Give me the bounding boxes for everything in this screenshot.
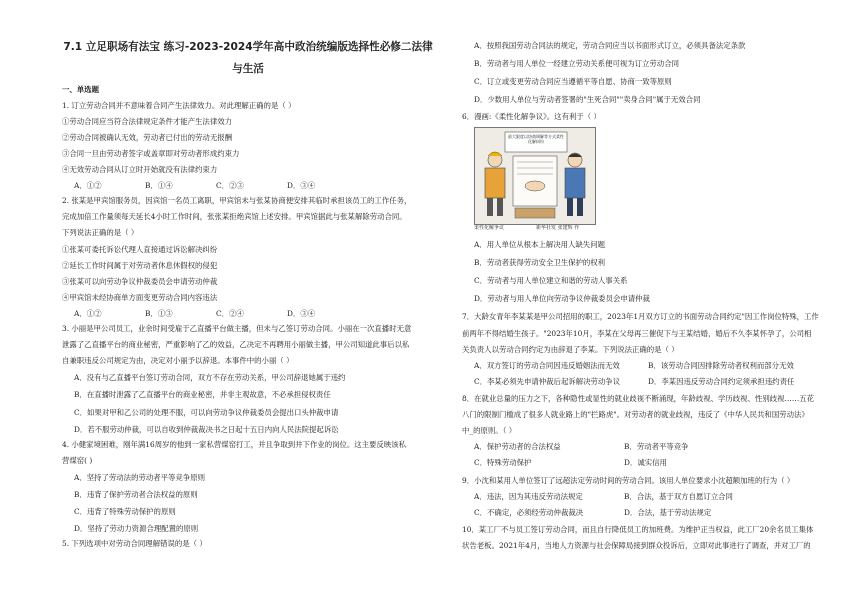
answer-choices: [462, 376, 822, 387]
choice-d: D．合法，基于劳动法规定: [624, 507, 712, 517]
choice-a: A．①②: [74, 308, 102, 318]
statement: ①劳动合同应当符合法律规定条件才能产生法律效力: [62, 116, 232, 126]
choice-c: C．②④: [216, 308, 244, 318]
question-5: [62, 538, 434, 549]
question-stem-line: 中_的原则。（ ）: [462, 426, 517, 436]
choice-a: A．①②: [74, 181, 102, 191]
option-d: D．坚持了劳动力资源合理配置的原则: [74, 524, 199, 534]
question-stem-line: 自兼职违反公司规定为由，决定对小丽予以辞退。本事件中的小丽（ ）: [62, 356, 294, 366]
cartoon-image: [474, 127, 596, 225]
question-9: [462, 475, 822, 518]
choice-c: C．特殊劳动保护: [474, 458, 532, 468]
option-c: C．如果对甲和乙公司的处理不服，可以向劳动争议仲裁委员会提出口头仲裁申请: [74, 407, 339, 417]
statement: ②劳动合同被确认无效，劳动者已付出的劳动无报酬: [62, 132, 232, 142]
question-stem-line: 8．在就业总量的压力之下，各种隐性或显性的就业歧视不断涌现，年龄歧视、学历歧视、性别歧视……五花: [462, 394, 815, 404]
option-c: C．劳动者与用人单位建立和谐的劳动人事关系: [474, 276, 628, 286]
question-stem-line: 下列说法正确的是（ ）: [62, 228, 139, 238]
statement: ④无效劳动合同从订立时开始就没有法律约束力: [62, 164, 218, 174]
option-d: D．少数用人单位与劳动者签署的"生死合同""卖身合同"属于无效合同: [474, 95, 701, 105]
question-stem-line: 关负责人以劳动合同约定为由辞退了李某。下列说法正确的是（ ）: [462, 344, 679, 354]
answer-choices: [62, 308, 434, 319]
option-b: B．劳动者获得劳动安全卫生保护的权利: [474, 258, 606, 268]
statement: ③张某可以向劳动争议仲裁委员会申请劳动仲裁: [62, 276, 218, 286]
choice-d: D．③④: [287, 181, 316, 191]
question-stem: 1. 订立劳动合同并不意味着合同产生法律效力。对此理解正确的是（ ）: [62, 100, 296, 110]
question-stem-line: 完成加倍工作量须每天延长4小时工作时间，张张某拒绝宾馆上述安排。甲宾馆据此与张某解除劳动合同。: [62, 212, 407, 222]
statement: ④甲宾馆未经协商单方面变更劳动合同内容违法: [62, 292, 218, 302]
caption-title: 柔性化解争议: [474, 224, 505, 231]
choice-b: B．①④: [145, 181, 173, 191]
answer-choices: [462, 441, 822, 452]
option-b: B．在直播时泄露了乙直播平台的商业秘密，并非主观故意，不必承担侵权责任: [74, 390, 331, 400]
section-heading: 一、单选题: [62, 85, 99, 95]
option-a: A．按照我国劳动合同法的规定，劳动合同应当以书面形式订立，必须具备法定条款: [474, 41, 746, 50]
answer-choices: [462, 491, 822, 502]
choice-a: A．保护劳动者的合法权益: [474, 442, 561, 452]
choice-d: D．③④: [287, 308, 316, 318]
question-stem-line: 营煤窑( ): [62, 455, 93, 465]
choice-c: C．李某必须先申请仲裁后起诉解决劳动争议: [474, 376, 621, 386]
choice-a: A．双方签订的劳动合同因违反婚姻法而无效: [474, 360, 620, 370]
question-stem-line: 2. 张某是甲宾馆服务员，因宾馆一名员工离职，甲宾馆未与张某协商便安排其临时承担该员工的工作任务，: [62, 196, 412, 206]
choice-b: B．劳动者平等竞争: [624, 442, 689, 452]
choice-b: B．①③: [145, 308, 173, 318]
question-10: [462, 524, 822, 551]
caption-credit: 新华社发 张建辉 作: [536, 224, 580, 231]
answer-choices: [462, 360, 822, 371]
statement: ①张某可委托诉讼代理人直接通过诉讼解决纠纷: [62, 244, 218, 254]
choice-a: A．违法，因为其违反劳动法规定: [474, 491, 583, 501]
question-stem: 6．漫画:《柔性化解争议》。这有利于（ ）: [462, 112, 601, 122]
option-c: C．订立或变更劳动合同应当遵循平等自愿、协商一致等原则: [474, 77, 672, 87]
question-stem-line: 泄露了乙直播平台的商业秘密，严重影响了乙的效益，乙决定不再聘用小丽做主播，甲公司知道此事后以私: [62, 340, 410, 350]
option-d: D．若不服劳动仲裁，可以自收到仲裁裁决书之日起十五日内向人民法院提起诉讼: [74, 424, 339, 434]
question-2: [62, 195, 434, 319]
question-4: [62, 439, 434, 535]
document-title: 7.1 立足职场有法宝 练习-2023-2024学年高中政治统编版选择性必修二法律与生活: [63, 41, 433, 75]
question-stem-line: 八门的限制门槛成了很多人就业路上的"拦路虎"。对劳动者的就业歧视，违反了《中华人民共和国劳动法》: [462, 410, 809, 420]
option-d: D．劳动者与用人单位向劳动争议仲裁委员会申请仲裁: [474, 294, 650, 304]
statement: ③合同一旦由劳动者签字或盖章即对劳动者形成约束力: [62, 148, 240, 158]
choice-d: D．李某因违反劳动合同约定须承担违约责任: [648, 376, 795, 386]
question-stem-line: 前两年不得结婚生孩子。"2023年10月，李某在父母再三催促下与王某结婚，婚后不久李某怀孕了，公司相: [462, 328, 812, 338]
answer-choices: [462, 457, 822, 468]
question-stem-line: 4. 小健家境困难，刚年满16周岁的他到一家私营煤窑打工，并且争取到井下作业的岗位。这主要反映该私: [62, 439, 406, 449]
question-stem: 9．小沈和某用人单位签订了远超法定劳动时间的劳动合同。该用人单位要求小沈超额加班的行为（ ）: [462, 475, 795, 485]
choice-b: B．合法，基于双方自愿订立合同: [624, 491, 733, 501]
question-stem-line: 3. 小丽是甲公司员工，业余时间受雇于乙直播平台做主播，但未与乙签订劳动合同。小丽在一次直播时无意: [62, 324, 412, 334]
question-8: [462, 393, 822, 469]
question-7: [462, 311, 822, 387]
option-a: A．没有与乙直播平台签订劳动合同，双方不存在劳动关系，甲公司辞退她属于违约: [74, 373, 346, 383]
choice-c: C．不确定，必须经劳动仲裁裁决: [474, 507, 584, 517]
question-stem: 5. 下列选项中对劳动合同理解错误的是（ ）: [62, 539, 207, 549]
choice-b: B．该劳动合同因排除劳动者权利而部分无效: [648, 360, 794, 370]
question-1: [62, 100, 434, 192]
choice-d: D．诚实信用: [624, 458, 667, 468]
question-3: [62, 323, 434, 435]
option-a: A．用人单位从根本上解决用人缺失问题: [474, 240, 605, 250]
option-a: A．坚持了劳动法的劳动者平等竞争原则: [74, 473, 205, 483]
answer-choices: [62, 180, 434, 191]
option-b: B．违背了保护劳动者合法权益的原则: [74, 490, 198, 500]
question-stem-line: 10．某工厂不与员工签订劳动合同，而且自行降低员工的加班费。为维护正当权益，此工厂20余名员工集体: [462, 524, 814, 534]
question-6: [462, 111, 822, 304]
question-stem-line: 状告老板。2021年4月，当地人力资源与社会保障局接到群众投诉后，立即对此事进行了调查，并对工厂的: [462, 541, 811, 551]
choice-c: C．②③: [216, 181, 244, 191]
cartoon-text: 最大限度以协商调解等方式柔性化解纠纷: [508, 133, 564, 144]
answer-choices: [462, 507, 822, 518]
right-column: [462, 40, 822, 551]
option-b: B．劳动者与用人单位一经建立劳动关系便可视为订立劳动合同: [474, 59, 679, 69]
left-column: [62, 0, 434, 550]
question-stem-line: 7．大龄女青年李某某是甲公司招用的职工，2023年1月双方订立的书面劳动合同约定"因工作岗位特殊，工作: [462, 312, 819, 322]
option-c: C．违背了特殊劳动保护的原则: [74, 507, 176, 517]
statement: ②延长工作时间属于对劳动者休息休假权的侵犯: [62, 260, 218, 270]
